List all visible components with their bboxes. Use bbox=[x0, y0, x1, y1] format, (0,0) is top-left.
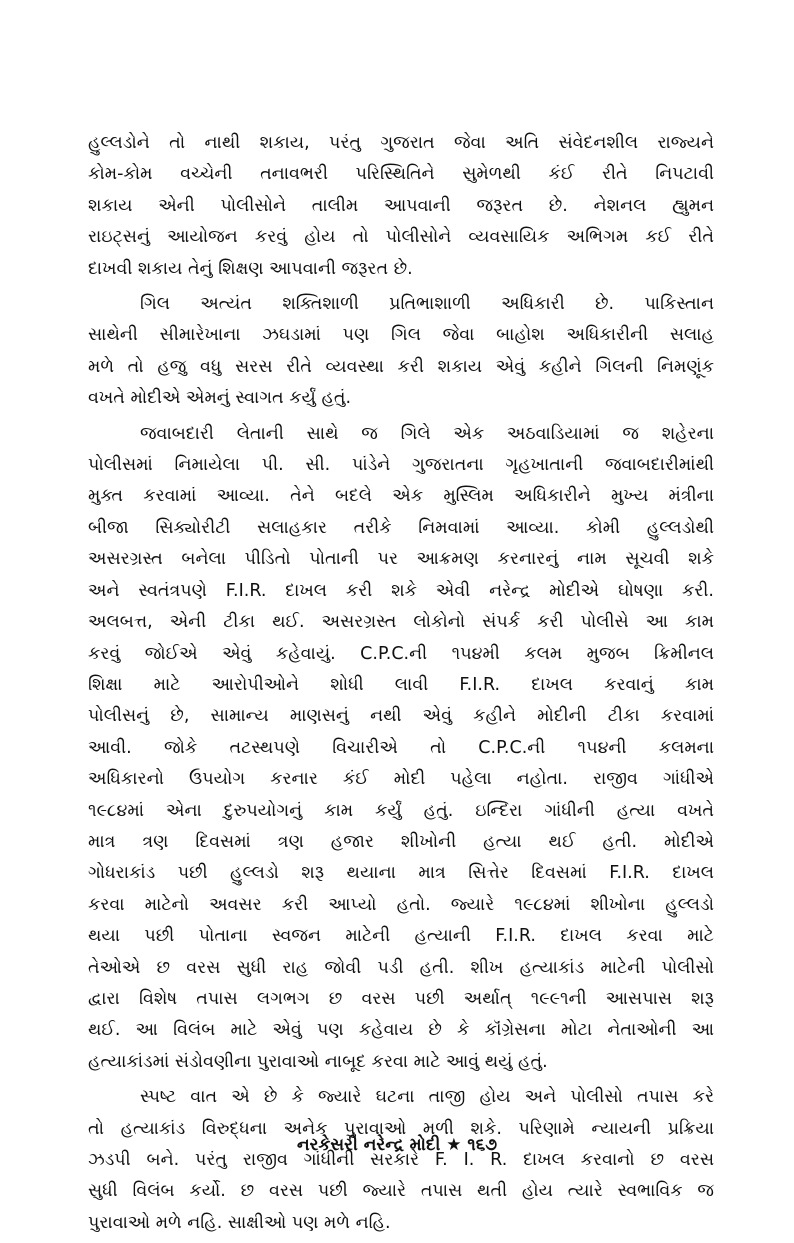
text-line: વખતે મોદીએ એમનું સ્વાગત કર્યું હતું. bbox=[88, 388, 352, 409]
text-line: અસરગ્રસ્ત બનેલા પીડિતો પોતાની પર આક્રમણ કરનારનું નામ સૂચવી શકે bbox=[88, 549, 714, 570]
page-footer: નરકેસરી નરેન્દ્ર મોદી ★ ૧૬૭ bbox=[296, 1135, 498, 1155]
text-line: રાઇટ્સનું આયોજન કરવું હોય તો પોલીસોને વ્યવસાયિક અભિગમ કઈ રીતે bbox=[88, 227, 714, 248]
text-line: કરવું જોઈએ એવું કહેવાયું. C.P.C.ની ૧૫૪મી કલમ મુજબ ક્રિમીનલ bbox=[88, 643, 714, 664]
text-line: ૧૯૮૪માં એના દુરુપયોગનું કામ કર્યું હતું. ઇન્દિરા ગાંધીની હત્યા વખતે bbox=[88, 800, 714, 821]
paragraph-1 bbox=[88, 128, 714, 285]
text-line: થયા પછી પોતાના સ્વજન માટેની હત્યાની F.I.R. દાખલ કરવા માટે bbox=[88, 926, 714, 947]
text-line: સ્પષ્ટ વાત એ છે કે જ્યારે ઘટના તાજી હોય અને પોલીસો તપાસ કરે bbox=[140, 1087, 714, 1108]
text-line: થઈ. આ વિલંબ માટે એવું પણ કહેવાય છે કે કૉંગ્રેસના મોટા નેતાઓની આ bbox=[88, 1020, 714, 1041]
text-line: હત્યાકાંડમાં સંડોવણીના પુરાવાઓ નાબૂદ કરવા માટે આવું થયું હતું. bbox=[88, 1051, 548, 1072]
text-line: અને સ્વતંત્રપણે F.I.R. દાખલ કરી શકે એવી નરેન્દ્ર મોદીએ ઘોષણા કરી. bbox=[88, 580, 714, 601]
text-line: પોલીસમાં નિમાયેલા પી. સી. પાંડેને ગુજરાતના ગૃહખાતાની જવાબદારીમાંથી bbox=[88, 455, 714, 476]
text-line: દ્વારા વિશેષ તપાસ લગભગ છ વરસ પછી અર્થાત્ ૧૯૯૧ની આસપાસ શરૂ bbox=[88, 988, 714, 1009]
text-line: દાખવી શકાય તેનું શિક્ષણ આપવાની જરૂરત છે. bbox=[88, 258, 413, 279]
text-line: તો હત્યાકાંડ વિરુદ્ધના અનેક પુરાવાઓ મળી શકે. પરિણામે ન્યાયની પ્રક્રિયા bbox=[88, 1118, 714, 1139]
paragraph-3 bbox=[88, 419, 714, 1079]
text-line: માત્ર ત્રણ દિવસમાં ત્રણ હજાર શીખોની હત્યા થઈ હતી. મોદીએ bbox=[88, 831, 714, 852]
text-line: પોલીસનું છે, સામાન્ય માણસનું નથી એવું કહીને મોદીની ટીકા કરવામાં bbox=[88, 706, 714, 727]
text-line: મુક્ત કરવામાં આવ્યા. તેને બદલે એક મુસ્લિમ અધિકારીને મુખ્ય મંત્રીના bbox=[88, 486, 714, 507]
text-line: શિક્ષા માટે આરોપીઓને શોધી લાવી F.I.R. દાખલ કરવાનું કામ bbox=[88, 674, 714, 695]
text-line: તેઓએ છ વરસ સુધી રાહ જોવી પડી હતી. શીખ હત્યાકાંડ માટેની પોલીસો bbox=[88, 957, 714, 978]
body-text bbox=[88, 128, 714, 1243]
text-line: આવી. જોકે તટસ્થપણે વિચારીએ તો C.P.C.ની ૧૫૪ની કલમના bbox=[88, 737, 714, 758]
text-line: બીજા સિક્યોરીટી સલાહકાર તરીકે નિમવામાં આવ્યા. કોમી હુલ્લડોથી bbox=[88, 517, 714, 538]
text-line: પુરાવાઓ મળે નહિ. સાક્ષીઓ પણ મળે નહિ. bbox=[88, 1212, 391, 1233]
text-line: અલબત્ત, એની ટીકા થઈ. અસરગ્રસ્ત લોકોનો સંપર્ક કરી પોલીસે આ કામ bbox=[88, 612, 714, 633]
text-line: કરવા માટેનો અવસર કરી આપ્યો હતો. જ્યારે ૧૯૮૪માં શીખોના હુલ્લડો bbox=[88, 894, 714, 915]
text-line: શકાય એની પોલીસોને તાલીમ આપવાની જરૂરત છે. નેશનલ હ્યુમન bbox=[88, 195, 714, 216]
text-line: જવાબદારી લેતાની સાથે જ ગિલે એક અઠવાડિયામાં જ શહેરના bbox=[140, 423, 714, 444]
text-line: ઝડપી બને. પરંતુ રાજીવ ગાંધીની સરકારે F. I. R. દાખલ કરવાનો છ વરસ bbox=[88, 1150, 714, 1170]
text-line: સુધી વિલંબ કર્યો. છ વરસ પછી જ્યારે તપાસ થતી હોય ત્યારે સ્વભાવિક જ bbox=[88, 1181, 714, 1202]
text-line: ગોધરાકાંડ પછી હુલ્લડો શરૂ થયાના માત્ર સિત્તેર દિવસમાં F.I.R. દાખલ bbox=[88, 863, 714, 884]
text-line: મળે તો હજુ વધુ સરસ રીતે વ્યવસ્થા કરી શકાય એવું કહીને ગિલની નિમણૂંક bbox=[88, 356, 714, 377]
text-line: સાથેની સીમારેખાના ઝઘડામાં પણ ગિલ જેવા બાહોશ અધિકારીની સલાહ bbox=[88, 325, 714, 346]
text-line: હુલ્લડોને તો નાથી શકાય, પરંતુ ગુજરાત જેવા અતિ સંવેદનશીલ રાજ્યને bbox=[88, 133, 714, 153]
text-line: અધિકારનો ઉપયોગ કરનાર કંઈ મોદી પહેલા નહોતા. રાજીવ ગાંધીએ bbox=[88, 769, 714, 790]
text-line: ગિલ અત્યંત શક્તિશાળી પ્રતિભાશાળી અધિકારી છે. પાકિસ્તાન bbox=[140, 294, 714, 315]
text-line: કોમ-કોમ વચ્ચેની તનાવભરી પરિસ્થિતિને સુમેળથી કંઈ રીતે નિપટાવી bbox=[88, 164, 714, 185]
paragraph-4 bbox=[88, 1082, 714, 1239]
paragraph-2 bbox=[88, 289, 714, 415]
